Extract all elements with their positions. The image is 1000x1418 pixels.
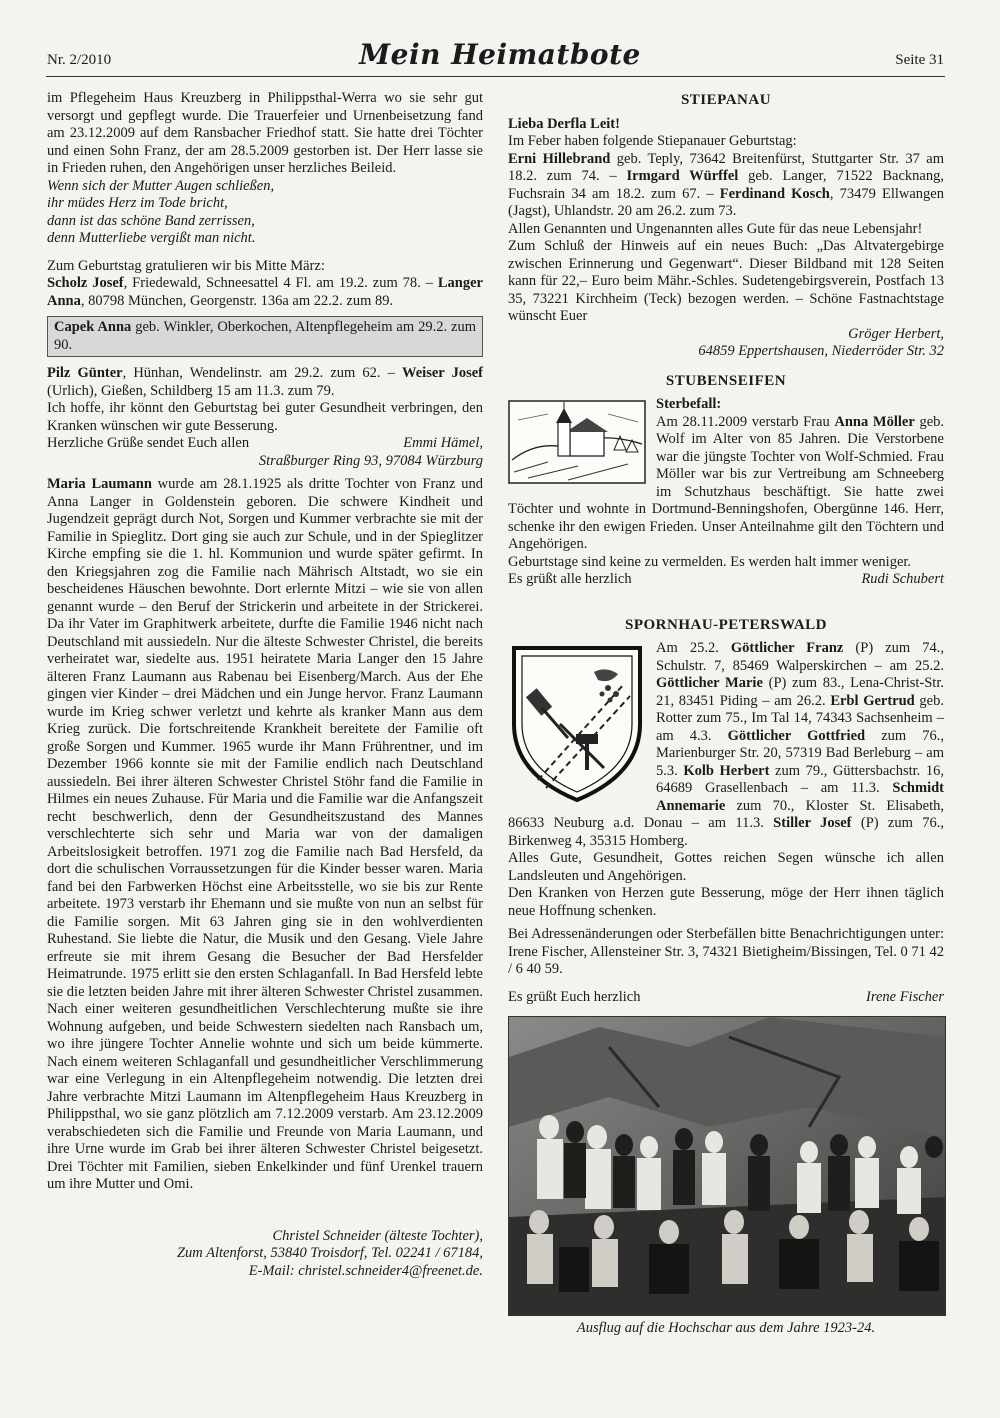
person-name: Göttlicher Gottfried: [727, 727, 866, 744]
signature-line: [508, 989, 944, 1007]
section-title-stubenseifen: STUBENSEIFEN: [665, 372, 787, 389]
entry-text: (P) zum 74., Schulstr. 7, 85469 Walperskirchen – am 25.2.: [656, 640, 944, 674]
entry-text: (Urlich), Gießen, Schildberg 15 am 11.3. zum 79.: [47, 382, 335, 399]
person-name: Scholz Josef: [47, 275, 124, 291]
person-name: Capek Anna: [54, 319, 132, 335]
photo-caption: Ausflug auf die Hochschar aus dem Jahre 1923-24.: [576, 1320, 876, 1336]
author-address: Zum Altenforst, 53840 Troisdorf, Tel. 02241 / 67184,: [176, 1245, 483, 1261]
person-name: Göttlicher Franz: [730, 640, 844, 656]
obituary-continuation: im Pflegeheim Haus Kreuzberg in Philippsthal-Werra wo sie sehr gut versorgt und gepflegt wurde. Die Trauerfeier und Urnenbeisetzung fand am 23.12.2009 auf dem Ransbacher Friedhof statt. Sie hatte drei Töchter und einen Sohn Franz, der am 28.5.2009 gestorben ist. Der Herr lasse sie in Frieden ruhen, den Angehörigen unser herzliches Beileid.: [47, 90, 483, 176]
author-name: Christel Schneider (älteste Tochter),: [272, 1227, 483, 1244]
issue-number: Nr. 2/2010: [47, 52, 112, 68]
person-name: Stiller Josef: [773, 815, 852, 831]
note-text: Geburtstage sind keine zu vermelden. Es werden halt immer weniger.: [508, 553, 912, 570]
stiepanau-text: [508, 116, 944, 326]
signature-name: Gröger Herbert,: [848, 325, 944, 342]
coat-of-arms-illustration: [508, 644, 646, 810]
entry-text: (P) zum 76., Birkenweg 4, 35315 Homberg.: [508, 815, 944, 849]
signature-text: Es grüßt Euch herzlich: [508, 988, 641, 1005]
signature-name: Rudi Schubert: [861, 571, 944, 587]
entry-text: , Friedewald, Schneesattel 4 Fl. am 19.2. zum 78. –: [123, 275, 438, 291]
person-name: Göttlicher Marie: [656, 675, 763, 691]
entry-text: , 73479 Ellwangen (Jagst), Uhlandstr. 20 am 26.2. zum 73.: [508, 185, 944, 219]
entry-text: Am 25.2.: [656, 640, 731, 656]
poem-line: dann ist das schöne Band zerrissen,: [47, 212, 255, 229]
person-name: Schmidt Annemarie: [656, 780, 944, 814]
entry-text: zum 70., Kloster St. Elisabeth, 86633 Neuburg a.d. Donau – am 11.3.: [508, 797, 944, 831]
person-name: Pilz Günter: [47, 365, 123, 381]
entry-text: zum 79., Güttersbachstr. 16, 64689 Grasellenbach – am 11.3.: [656, 762, 944, 796]
entry-text: geb. Teply, 73642 Breitenfürst, Stuttgarter Str. 37 am 18.2. zum 74. –: [508, 150, 944, 184]
masthead-logo: Mein Heimatbote: [359, 38, 641, 71]
signature-address: Straßburger Ring 93, 97084 Würzburg: [258, 452, 483, 469]
header-rule: [46, 76, 945, 77]
subheading: Sterbefall:: [656, 396, 722, 412]
signature-text: Herzliche Grüße sendet Euch allen: [47, 435, 250, 451]
person-name: Kolb Herbert: [683, 762, 770, 779]
poem-line: denn Mutterliebe vergißt man nicht.: [47, 230, 256, 246]
biography: [47, 476, 483, 1194]
person-name: Weiser Josef: [402, 365, 483, 381]
person-name: Anna Möller: [834, 413, 915, 430]
person-name: Erni Hillebrand: [508, 150, 611, 167]
poem: [47, 178, 483, 248]
section-title-spornhau: SPORNHAU-PETERSWALD: [624, 616, 828, 633]
person-name: Maria Laumann: [47, 476, 152, 492]
signature-line: [47, 435, 483, 453]
right-column: [508, 90, 944, 1338]
page-number: Seite 31: [895, 52, 944, 68]
person-name: Langer Anna: [47, 275, 483, 309]
biography-text: wurde am 28.1.1925 als dritte Tochter von Franz und Anna Langer in Goldenstein geboren. Die schwere Kindheit und Jugendzeit geprägt durch Not, Sorgen und Kummer verbrachte sie mit der Familie in Spieglitz. Dort ging sie auch zur Schule, und in der Spieglitzer Kirche empfing sie die 1. hl. Kommunion und wurde später gefirmt. In den Kriegsjahren zog die Familie nach Mährisch Altstadt, wo sie ein bescheidenes Häuschen bewohnte. Dort erlernte Mitzi – wie sie von allen genannt wurde – den Beruf der Strickerin und arbeitete in der Strickerei. Da ihr Vater im Graphitwerk arbeitete, durfte die Familie 1946 nicht nach Deutschland mit aussiedeln. Nur die älteste Schwester Christel, die bereits verheiratet war, siedelte aus. 1951 heiratete Maria Langer den 15 Jahre älteren Franz Laumann aus Rabenau bei Eisenberg/March. Aus der Ehe gingen vier Kinder – drei Mädchen und ein Junge hervor. Franz Laumann wurde im Krieg schwer verletzt und kehrte als kranker Mann aus dem Krieg zurück. Die fortschreitende Krankheit bereitete der Familie oft große Sorgen und Kummer. 1965 wurde ihr Mann Frührentner, und im Dezember 1966 konnte sie mit der Familie endlich nach Deutschland aussiedeln. Bei ihrer älteren Schwester Christel Stöhr fand die Familie in Hilmes ein neues Zuhause. Für Maria und die Familie war die Anfangszeit recht beschwerlich, denn der Gesundheitszustand des Mannes verschlechterte sich sehr und Maria war von der damaligen Arbeitslosigkeit betroffen. 1971 zog die Familie nach Bad Hersfeld, da dort die schulischen Vorraussetzungen für die Kinder besser waren. Maria fand bei den Farbwerken Höchst eine Arbeitsstelle, wo sie bis zur Rente arbeitete. 1973 verstarb ihr Ehemann und sie mußte von nun an selbst für die Familie sorgen. Mit 63 Jahren ging sie in den wohlverdienten Ruhestand. Sie liebte die Natur, die Musik und den Gesang. Viele Jahre erfreute sie mit ihrem Gesang die Besucher der Bad Hersfelder Heimatrunde. 1975 erlitt sie den ersten Schlaganfall. In Bad Hersfeld lebte sie die letzten beiden Jahre mit ihrer älteren Schwester Christel zusammen. Nach einer weiteren gesundheitlichen Verschlechterung mußte sie ihre Wohnung aufgeben, und beide Schwestern siedelten nach Ransbach um, wo ihre jüngere Tochter Annelie wohnte und sich um beide kümmerte. Nach einem weiteren Schlaganfall und gesundheitlicher Verschlimmerung war eine Verlegung in ein Altenpflegeheim notwendig. Die letzten drei Jahre verbrachte Mitzi Laumann im Altenpflegeheim Haus Kreuzberg in Philippsthal, wo sie ganz plötzlich am 7.12.2009 verstarb. Am 23.12.2009 verabschiedeten sich die Familie und Freunde von Maria Laumann, und ihre Urne wurde im Grab bei ihrer älteren Schwester Christel beigesetzt. Drei Töchter mit Familien, sieben Enkelkinder und fünf Urenkel trauern um ihre Mutter und Omi.: [47, 476, 484, 1192]
entry-text: , Hünhan, Wendelinstr. am 29.2. zum 62. –: [122, 365, 403, 381]
wish-text: Ich hoffe, ihr könnt den Geburtstag bei guter Gesundheit verbringen, den Kranken wünschen wir gute Besserung.: [47, 400, 483, 434]
signature-address: 64859 Eppertshausen, Niederröder Str. 32: [698, 343, 944, 359]
entry-text: , 80798 München, Georgenstr. 136a am 22.2. zum 89.: [80, 292, 394, 309]
entry-text: (P) zum 83., Lena-Christ-Str. 21, 83451 Piding – am 26.2.: [656, 675, 944, 709]
church-illustration: [508, 400, 646, 490]
entry-text: geb. Langer, 71522 Backnang, Fuchsrain 34 am 18.2. zum 67. –: [508, 168, 944, 202]
book-notice: Zum Schluß der Hinweis auf ein neues Buch: „Das Altvatergebirge zwischen Erinnerung und Gegenwart“. Dieser Bildband mit 128 Seiten kann für 22,– Euro beim Mähr.-Schles. Sudetengebirgsverein, Postfach 13 35, 73221 Kirchheim (Teck) bezogen werden. – Schöne Fastnachtstage wünscht Euer: [508, 238, 944, 324]
birthday-intro: Zum Geburtstag gratulieren wir bis Mitte März:: [47, 257, 325, 274]
left-column: [47, 90, 483, 1280]
highlight-box: [47, 316, 483, 357]
greeting: Lieba Derfla Leit!: [508, 115, 620, 132]
entry-text: zum 76., Marienburger Str. 20, 57319 Bad Berleburg – am 5.3.: [656, 727, 944, 779]
birthday-paragraph-2: [47, 365, 483, 435]
section-title-stiepanau: STIEPANAU: [680, 92, 772, 108]
signature-text: Es grüßt alle herzlich: [508, 571, 632, 587]
author-email: E-Mail: christel.schneider4@freenet.de.: [248, 1262, 483, 1279]
signature-name: Irene Fischer: [866, 988, 944, 1005]
person-name: Irmgard Würffel: [626, 168, 739, 184]
intro-text: Im Feber haben folgende Stiepanauer Geburtstag:: [508, 133, 797, 149]
group-photo: [508, 1016, 946, 1316]
entry-text: Am 28.11.2009 verstarb Frau: [656, 413, 835, 430]
poem-line: Wenn sich der Mutter Augen schließen,: [47, 177, 275, 194]
person-name: Ferdinand Kosch: [719, 185, 830, 202]
wish-text: Den Kranken von Herzen gute Besserung, möge der Herr ihnen täglich neue Hoffnung schenken.: [508, 885, 944, 919]
entry-text: geb. Wolf im Alter von 85 Jahren. Die Verstorbene war die jüngste Tochter von Wolf-Schmied. Frau Möller war bis zur Vertreibung am Schneeberg im Schutzhaus beschäftigt. Sie hatte zwei Töchter und wohnte in Dortmund-Benningshofen, Obergünne 146. Herr, schenke ihr den ewigen Frieden. Unser Anteilnahme gilt den Töchtern und Angehörigen.: [508, 413, 945, 552]
address-notice: Bei Adressenänderungen oder Sterbefällen bitte Benachrichtigungen unter: Irene Fischer, Allensteiner Str. 3, 74321 Bietigheim/Bissingen, Tel. 0 71 42 / 6 40 59.: [508, 926, 944, 977]
wish-text: Alles Gute, Gesundheit, Gottes reichen Segen wünsche ich allen Landsleuten und Angehörigen.: [508, 850, 944, 884]
wish-text: Allen Genannten und Ungenannten alles Gute für das neue Lebensjahr!: [508, 220, 923, 237]
person-name: Erbl Gertrud: [830, 692, 915, 709]
entry-text: geb. Rotter zum 75., Im Tal 14, 74343 Sachsenheim – am 4.3.: [656, 692, 944, 744]
entry-text: geb. Winkler, Oberkochen, Altenpflegeheim am 29.2. zum 90.: [54, 319, 476, 353]
signature-line: [508, 571, 944, 589]
poem-line: ihr müdes Herz im Tode bricht,: [47, 195, 228, 211]
birthday-paragraph: [47, 258, 483, 311]
signature-name: Emmi Hämel,: [403, 435, 483, 451]
